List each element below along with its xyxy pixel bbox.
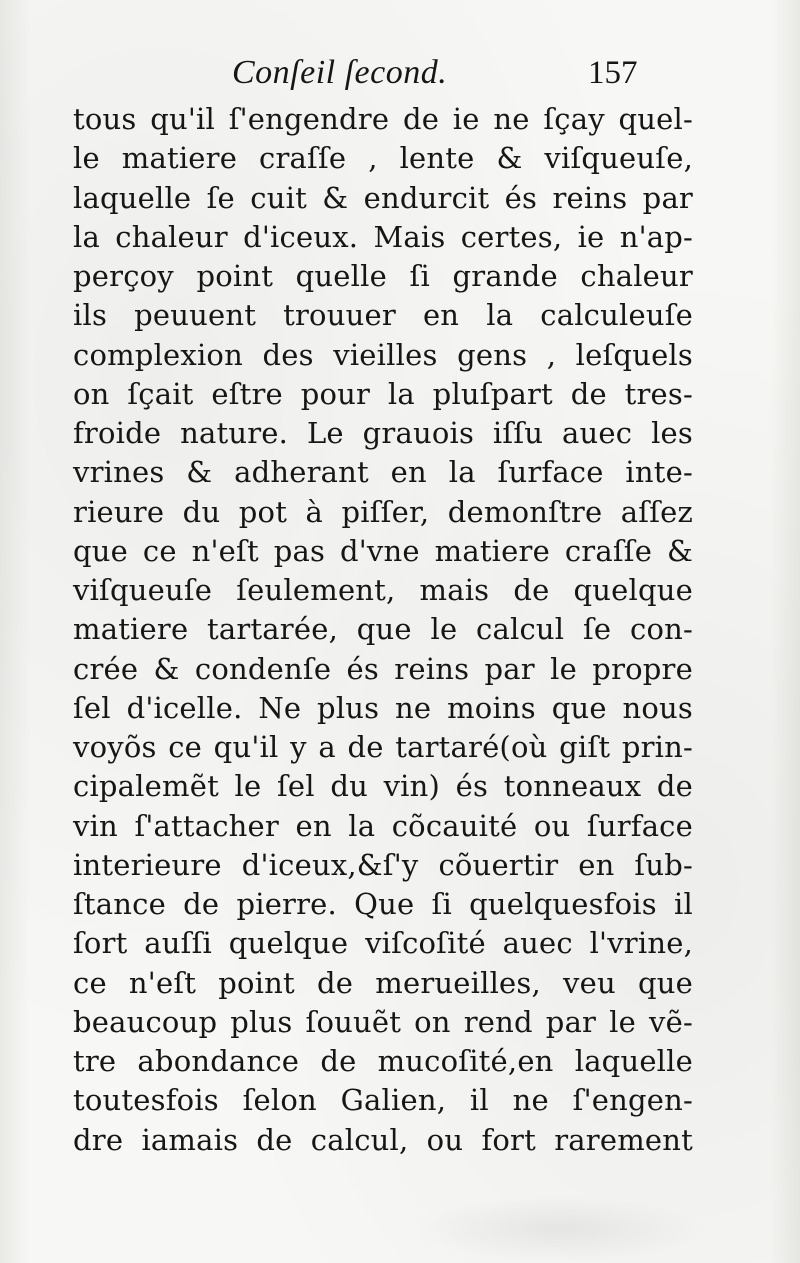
text-line: tre abondance de mucoſité,en laquelle (73, 1044, 693, 1078)
running-head (0, 48, 800, 98)
text-line: ils peuuent trouuer en la calculeuſe (73, 298, 693, 333)
text-line: cipalemẽt le ſel du vin) és tonneaux de (73, 769, 693, 804)
text-line: rieure du pot à piſſer, demonſtre aſſez (73, 494, 693, 529)
text-line: dre iamais de calcul, ou fort rarement (73, 1122, 693, 1157)
text-line: tous qu'il ſ'engendre de ie ne ſçay quel- (73, 102, 693, 136)
text-line: voyõs ce qu'il y a de tartaré(où giſt prin- (73, 730, 693, 764)
text-block (73, 100, 693, 1160)
text-line: froide nature. Le grauois iſſu auec les (73, 416, 693, 450)
running-title: Conſeil ſecond. (232, 54, 448, 91)
text-line: viſqueuſe ſeulement, mais de quelque (73, 573, 693, 607)
text-line: vrines & adherant en la ſurface inte- (73, 455, 693, 490)
ink-bleed-mark (410, 1195, 710, 1263)
page-number: 157 (588, 55, 638, 91)
text-line: beaucoup plus ſouuẽt on rend par le vẽ- (73, 1004, 693, 1039)
text-line: crée & condenſe és reins par le propre (73, 651, 693, 686)
text-line: ſort auſſi quelque viſcoſité auec l'vrine, (73, 926, 693, 961)
text-line: matiere tartarée, que le calcul ſe con- (73, 612, 693, 647)
text-line: laquelle ſe cuit & endurcit és reins par (73, 180, 693, 215)
text-line: ſtance de pierre. Que ſi quelquesfois il (73, 887, 693, 921)
text-line: ce n'eſt point de merueilles, veu que (73, 965, 693, 1000)
text-line: le matiere craſſe , lente & viſqueuſe, (73, 141, 693, 176)
text-line: toutesfois ſelon Galien, il ne ſ'engen- (73, 1083, 693, 1118)
text-line: on ſçait eſtre pour la pluſpart de tres- (73, 376, 693, 411)
text-line: que ce n'eſt pas d'vne matiere craſſe & (73, 533, 693, 568)
text-line: la chaleur d'iceux. Mais certes, ie n'ap- (73, 219, 693, 254)
text-line: ſel d'icelle. Ne plus ne moins que nous (73, 690, 693, 725)
text-line: perçoy point quelle ſi grande chaleur (73, 259, 693, 293)
text-line: interieure d'iceux,&ſ'y cõuertir en ſub- (73, 847, 693, 882)
text-line: complexion des vieilles gens , leſquels (73, 337, 693, 372)
text-line: vin ſ'attacher en la cõcauité ou ſurface (73, 808, 693, 843)
